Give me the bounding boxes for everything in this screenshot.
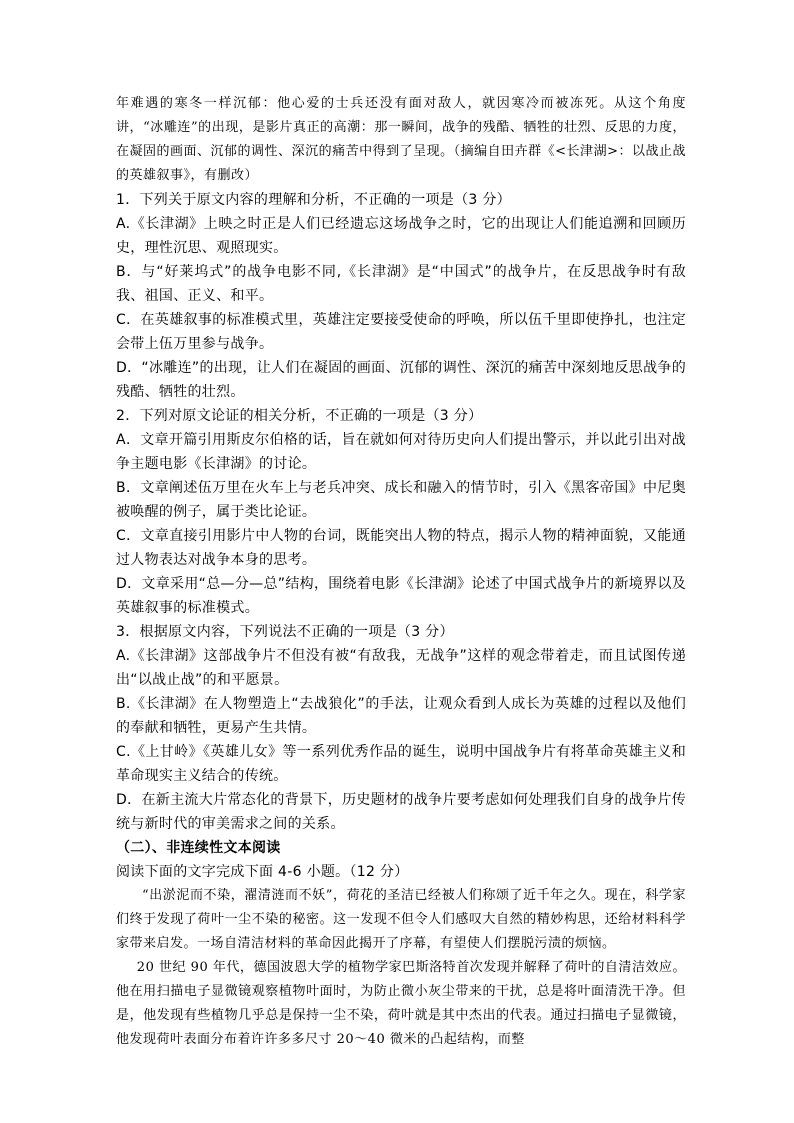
- option-c: C．文章直接引用影片中人物的台词，既能突出人物的特点，揭示人物的精神面貌，又能通过人物表达对战争本身的思考。: [116, 528, 686, 568]
- option-a: A.《长津湖》这部战争片不但没有被“有敌我，无战争”这样的观念带着走，而且试图传递出“以战止战”的和平愿景。: [116, 648, 686, 688]
- section-instruction: 阅读下面的文字完成下面 4-6 小题。（12 分）: [116, 864, 409, 880]
- question-stem: 3．根据原文内容，下列说法不正确的一项是（3 分）: [116, 624, 454, 640]
- option-c: C.《上甘岭》《英雄儿女》等一系列优秀作品的诞生，说明中国战争片有将革命英雄主义和革命现实主义结合的传统。: [116, 744, 686, 784]
- option-d: D．“冰雕连”的出现，让人们在凝固的画面、沉郁的调性、深沉的痛苦中深刻地反思战争的残酷、牺牲的壮烈。: [116, 360, 686, 400]
- option-c: C．在英雄叙事的标准模式里，英雄注定要接受使命的呼唤，所以伍千里即使挣扎，也注定会带上伍万里参与战争。: [116, 312, 686, 352]
- option-a: A．文章开篇引用斯皮尔伯格的话，旨在就如何对待历史向人们提出警示，并以此引出对战争主题电影《长津湖》的讨论。: [116, 432, 686, 472]
- question-2: [116, 404, 686, 620]
- option-b: B．与“好莱坞式”的战争电影不同,《长津湖》是“中国式”的战争片，在反思战争时有敌我、祖国、正义、和平。: [116, 264, 686, 304]
- passage2-paragraph-2: 20 世纪 90 年代，德国波恩大学的植物学家巴斯洛特首次发现并解释了荷叶的自清洁效应。他在用扫描电子显微镜观察植物叶面时，为防止微小灰尘带来的干扰，总是将叶面清洗干净。但是，他发现有些植物几乎总是保持一尘不染，荷叶就是其中杰出的代表。通过扫描电子显微镜，他发现荷叶表面分布着许许多多尺寸 20～40 微米的凸起结构，而整: [116, 960, 686, 1047]
- question-1: [116, 188, 686, 404]
- question-stem: 1．下列关于原文内容的理解和分析，不正确的一项是（3 分）: [116, 192, 511, 208]
- question-stem: 2．下列对原文论证的相关分析，不正确的一项是（3 分）: [116, 408, 483, 424]
- option-b: B．文章阐述伍万里在火车上与老兵冲突、成长和融入的情节时，引入《黑客帝国》中尼奥被唤醒的例子，属于类比论证。: [116, 480, 686, 520]
- question-3: [116, 620, 686, 836]
- option-b: B.《长津湖》在人物塑造上“去战狼化”的手法，让观众看到人成长为英雄的过程以及他们的奉献和牺牲，更易产生共情。: [116, 696, 686, 736]
- option-d: D．在新主流大片常态化的背景下，历史题材的战争片要考虑如何处理我们自身的战争片传统与新时代的审美需求之间的关系。: [116, 792, 686, 832]
- document-page: [116, 92, 686, 1052]
- option-d: D．文章采用“总—分—总”结构，围绕着电影《长津湖》论述了中国式战争片的新境界以及英雄叙事的标准模式。: [116, 576, 686, 616]
- passage-tail: 年难遇的寒冬一样沉郁：他心爱的士兵还没有面对敌人，就因寒冷而被冻死。从这个角度讲，“冰雕连”的出现，是影片真正的高潮：那一瞬间，战争的残酷、牺牲的壮烈、反思的力度，在凝固的画面、沉郁的调性、深沉的痛苦中得到了呈现。（摘编自田卉群《<长津湖>：以战止战的英雄叙事》，有删改）: [116, 96, 686, 183]
- passage2-paragraph-1: “出淤泥而不染，濯清涟而不妖”，荷花的圣洁已经被人们称颂了近千年之久。现在，科学家们终于发现了荷叶一尘不染的秘密。这一发现不但令人们感叹大自然的精妙构思，还给材料科学家带来启发。一场自清洁材料的革命因此揭开了序幕，有望使人们摆脱污渍的烦恼。: [116, 888, 686, 951]
- section-heading: （二）、非连续性文本阅读: [116, 840, 281, 856]
- option-a: A.《长津湖》上映之时正是人们已经遗忘这场战争之时，它的出现让人们能追溯和回顾历史，理性沉思、观照现实。: [116, 216, 686, 256]
